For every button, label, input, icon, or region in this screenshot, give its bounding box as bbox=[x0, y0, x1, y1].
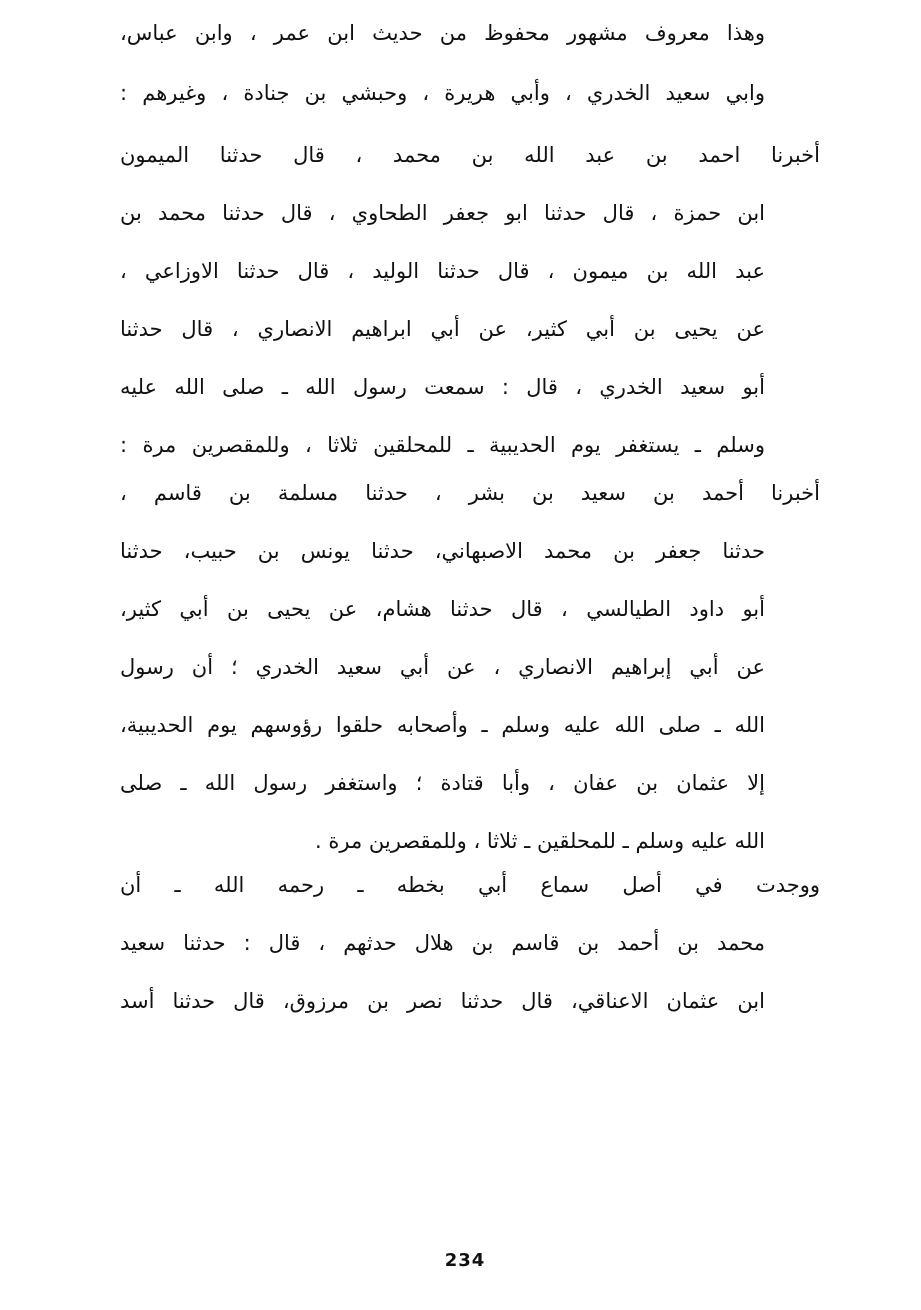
text-line: أخبرنا أحمد بن سعيد بن بشر ، حدثنا مسلمة بن قاسم ، bbox=[120, 481, 820, 505]
text-line: ابن عثمان الاعناقي، قال حدثنا نصر بن مرزوق، قال حدثنا أسد bbox=[120, 989, 765, 1013]
text-line: إلا عثمان بن عفان ، وأبا قتادة ؛ واستغفر رسول الله ـ صلى bbox=[120, 771, 765, 795]
text-line: وابي سعيد الخدري ، وأبي هريرة ، وحبشي بن جنادة ، وغيرهم : bbox=[120, 81, 765, 105]
text-line: عبد الله بن ميمون ، قال حدثنا الوليد ، قال حدثنا الاوزاعي ، bbox=[120, 259, 765, 283]
text-line: حدثنا جعفر بن محمد الاصبهاني، حدثنا يونس بن حبيب، حدثنا bbox=[120, 539, 765, 563]
text-line: وهذا معروف مشهور محفوظ من حديث ابن عمر ، وابن عباس، bbox=[120, 21, 765, 45]
text-line: الله عليه وسلم ـ للمحلقين ـ ثلاثا ، وللمقصرين مرة . bbox=[315, 829, 765, 853]
text-line: أبو داود الطيالسي ، قال حدثنا هشام، عن يحيى بن أبي كثير، bbox=[120, 597, 765, 621]
text-line: أبو سعيد الخدري ، قال : سمعت رسول الله ـ صلى الله عليه bbox=[120, 375, 765, 399]
text-line: الله ـ صلى الله عليه وسلم ـ وأصحابه حلقوا رؤوسهم يوم الحديبية، bbox=[120, 713, 765, 737]
text-line: ابن حمزة ، قال حدثنا ابو جعفر الطحاوي ، قال حدثنا محمد بن bbox=[120, 201, 765, 225]
text-line: أخبرنا احمد بن عبد الله بن محمد ، قال حدثنا الميمون bbox=[120, 143, 820, 167]
page-number: 234 bbox=[444, 1250, 486, 1271]
text-line: عن أبي إبراهيم الانصاري ، عن أبي سعيد الخدري ؛ أن رسول bbox=[120, 655, 765, 679]
text-line: محمد بن أحمد بن قاسم بن هلال حدثهم ، قال : حدثنا سعيد bbox=[120, 931, 765, 955]
text-line: وسلم ـ يستغفر يوم الحديبية ـ للمحلقين ثلاثا ، وللمقصرين مرة : bbox=[120, 433, 765, 457]
text-line: ووجدت في أصل سماع أبي بخطه ـ رحمه الله ـ أن bbox=[120, 873, 820, 897]
text-line: عن يحيى بن أبي كثير، عن أبي ابراهيم الانصاري ، قال حدثنا bbox=[120, 317, 765, 341]
